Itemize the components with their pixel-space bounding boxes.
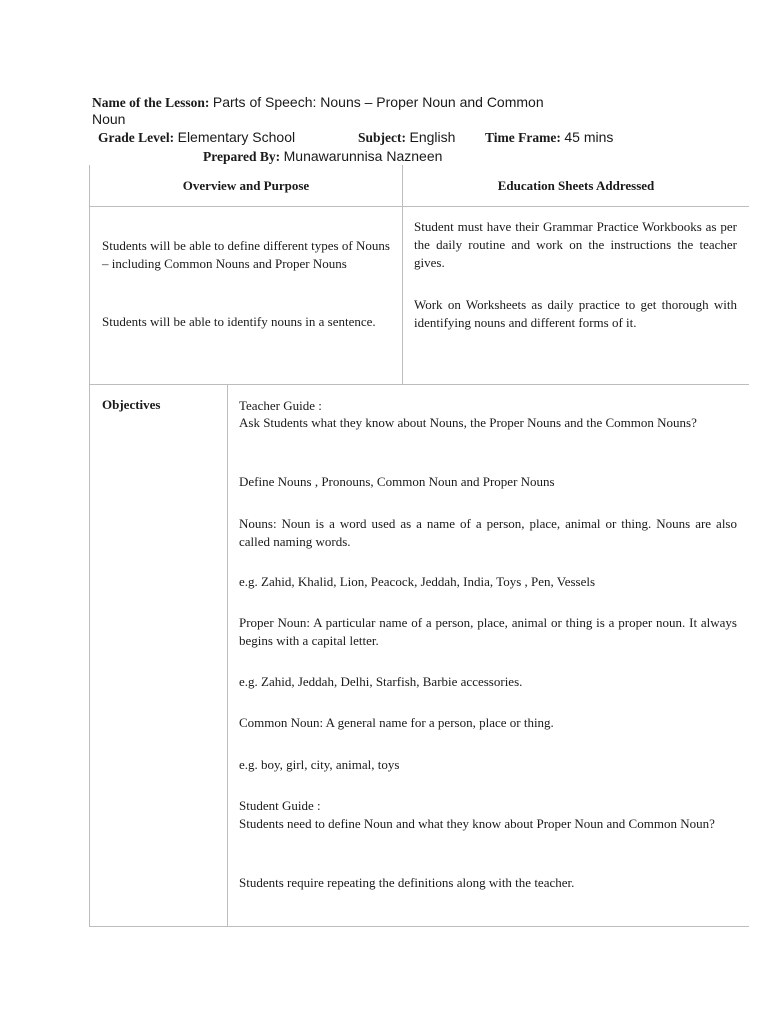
lesson-name-value: Parts of Speech: Nouns – Proper Noun and Common	[212, 94, 544, 110]
sheets-paragraph-2: Work on Worksheets as daily practice to get thorough with identifying nouns and different forms of it.	[414, 297, 737, 330]
student-guide-intro: Students need to define Noun and what they know about Proper Noun and Common Noun?	[239, 816, 715, 831]
table-bottom-rule	[89, 926, 749, 927]
column-divider-objectives	[227, 384, 228, 927]
grade-level-line	[98, 129, 295, 147]
header-row-rule	[89, 206, 749, 207]
education-sheets-heading: Education Sheets Addressed	[497, 178, 655, 193]
column-divider-top	[402, 165, 403, 384]
lesson-name-line	[92, 94, 544, 112]
lesson-name-label: Name of the Lesson:	[92, 95, 210, 110]
proper-noun-examples: e.g. Zahid, Jeddah, Delhi, Starfish, Barbie accessories.	[239, 674, 523, 689]
teacher-guide-intro: Ask Students what they know about Nouns, the Proper Nouns and the Common Nouns?	[239, 415, 697, 430]
teacher-guide-title: Teacher Guide :	[239, 398, 322, 413]
overview-paragraph-2: Students will be able to identify nouns in a sentence.	[102, 314, 376, 329]
lesson-name-value-cont: Noun	[92, 111, 126, 127]
define-nouns-line: Define Nouns , Pronouns, Common Noun and Proper Nouns	[239, 474, 555, 489]
nouns-definition: Nouns: Noun is a word used as a name of a person, place, animal or thing. Nouns are also called naming words.	[239, 516, 737, 549]
proper-noun-definition: Proper Noun: A particular name of a person, place, animal or thing is a proper noun. It always begins with a capital letter.	[239, 615, 737, 648]
grade-level-label: Grade Level:	[98, 130, 175, 145]
time-frame-line	[485, 129, 613, 147]
nouns-examples: e.g. Zahid, Khalid, Lion, Peacock, Jeddah, India, Toys , Pen, Vessels	[239, 574, 596, 589]
subject-value: English	[409, 129, 456, 145]
overview-heading: Overview and Purpose	[182, 178, 310, 193]
time-frame-value: 45 mins	[564, 129, 614, 145]
sheets-paragraph-1: Student must have their Grammar Practice Workbooks as per the daily routine and work on the instructions the teacher gives.	[414, 219, 737, 270]
overview-row-rule	[89, 384, 749, 385]
common-noun-definition: Common Noun: A general name for a person, place or thing.	[239, 715, 554, 730]
student-guide-title: Student Guide :	[239, 798, 321, 813]
objectives-label: Objectives	[102, 397, 161, 412]
prepared-by-line	[203, 148, 442, 166]
subject-line	[358, 129, 455, 147]
table-left-border	[89, 165, 90, 927]
prepared-by-label: Prepared By:	[203, 149, 281, 164]
overview-paragraph-1: Students will be able to define different types of Nouns – including Common Nouns and Proper Nouns	[102, 238, 390, 271]
student-repeat-line: Students require repeating the definitions along with the teacher.	[239, 875, 575, 890]
common-noun-examples: e.g. boy, girl, city, animal, toys	[239, 757, 400, 772]
subject-label: Subject:	[358, 130, 406, 145]
prepared-by-value: Munawarunnisa Nazneen	[283, 148, 443, 164]
time-frame-label: Time Frame:	[485, 130, 561, 145]
grade-level-value: Elementary School	[177, 129, 296, 145]
